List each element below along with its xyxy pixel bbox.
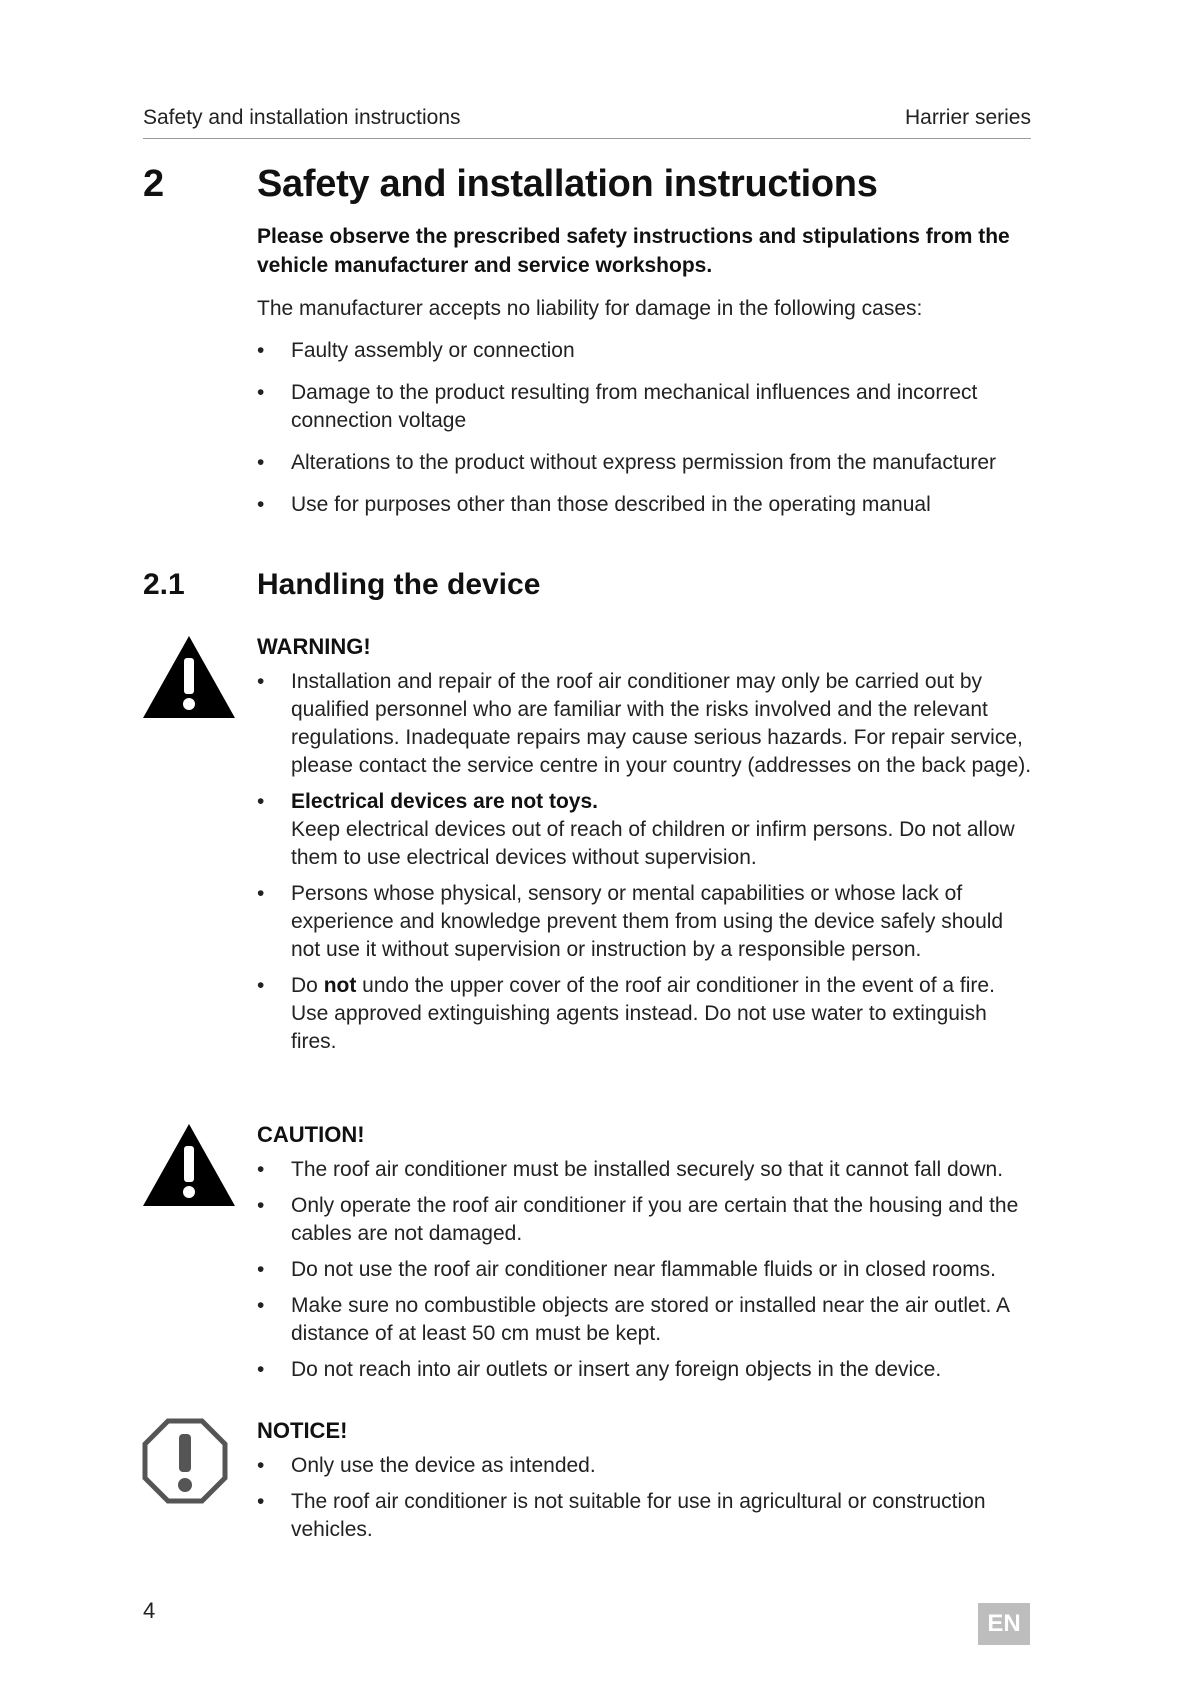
- list-item: [257, 788, 1037, 872]
- section-number: 2.1: [143, 568, 185, 601]
- warning-list: [257, 668, 1037, 1056]
- toys-title: Electrical devices are not toys.: [291, 790, 598, 813]
- list-item: • Alterations to the product without express permission from the manufacturer: [257, 449, 1037, 477]
- list-item: • Only operate the roof air conditioner if you are certain that the housing and the cables are not damaged.: [257, 1192, 1037, 1248]
- liability-cases-list: [257, 337, 1037, 519]
- page-number: 4: [143, 1598, 156, 1623]
- list-item: • Make sure no combustible objects are stored or installed near the air outlet. A distance of at least 50 cm must be kept.: [257, 1292, 1037, 1348]
- header-product-series: Harrier series: [904, 106, 1031, 129]
- notice-label: NOTICE!: [257, 1418, 348, 1443]
- notice-block: [257, 1418, 1037, 1552]
- caution-label: CAUTION!: [257, 1122, 365, 1147]
- list-item: [257, 972, 1037, 1056]
- header-chapter-title: Safety and installation instructions: [143, 106, 461, 129]
- warning-triangle-icon: [141, 634, 237, 720]
- language-badge: EN: [978, 1603, 1030, 1645]
- chapter-title: Safety and installation instructions: [257, 163, 878, 205]
- section-title: Handling the device: [257, 568, 541, 601]
- running-header: [143, 104, 1031, 139]
- list-item: • Use for purposes other than those described in the operating manual: [257, 491, 1037, 519]
- list-item: • Only use the device as intended.: [257, 1452, 1037, 1480]
- warning-block: [257, 634, 1037, 1064]
- caution-list: [257, 1156, 1037, 1384]
- chapter-number: 2: [143, 163, 165, 205]
- list-item: • Do not reach into air outlets or insert any foreign objects in the device.: [257, 1356, 1037, 1384]
- fire-text-pre: Do: [291, 974, 324, 997]
- warning-label: WARNING!: [257, 634, 371, 659]
- list-item: • Do not use the roof air conditioner near flammable fluids or in closed rooms.: [257, 1256, 1037, 1284]
- chapter-intro: [257, 222, 1037, 533]
- caution-block: [257, 1122, 1037, 1392]
- fire-text-post: undo the upper cover of the roof air conditioner in the event of a fire. Use approved extinguishing agents instead. Do not use water to extinguish fires.: [291, 974, 995, 1053]
- list-item: • Damage to the product resulting from mechanical influences and incorrect connection voltage: [257, 379, 1037, 435]
- lead-paragraph: Please observe the prescribed safety instructions and stipulations from the vehicle manufacturer and service workshops.: [257, 225, 1010, 277]
- caution-triangle-icon: [141, 1122, 237, 1208]
- list-item: • Faulty assembly or connection: [257, 337, 1037, 365]
- liability-intro: The manufacturer accepts no liability for damage in the following cases:: [257, 297, 923, 320]
- fire-text-bold: not: [323, 974, 357, 997]
- list-item: • The roof air conditioner must be installed securely so that it cannot fall down.: [257, 1156, 1037, 1184]
- notice-octagon-icon: [141, 1417, 229, 1505]
- list-item: • Installation and repair of the roof air conditioner may only be carried out by qualified personnel who are familiar with the risks involved and the relevant regulations. Inadequate repairs may cause serious hazards. For repair service, please contact the service centre in your country (addresses on the back page).: [257, 668, 1037, 780]
- list-item: • The roof air conditioner is not suitable for use in agricultural or construction vehicles.: [257, 1488, 1037, 1544]
- list-item: • Persons whose physical, sensory or mental capabilities or whose lack of experience and knowledge prevent them from using the device safely should not use it without supervision or instruction by a responsible person.: [257, 880, 1037, 964]
- toys-text: Keep electrical devices out of reach of children or infirm persons. Do not allow them to use electrical devices without supervision.: [291, 818, 1015, 869]
- notice-list: [257, 1452, 1037, 1544]
